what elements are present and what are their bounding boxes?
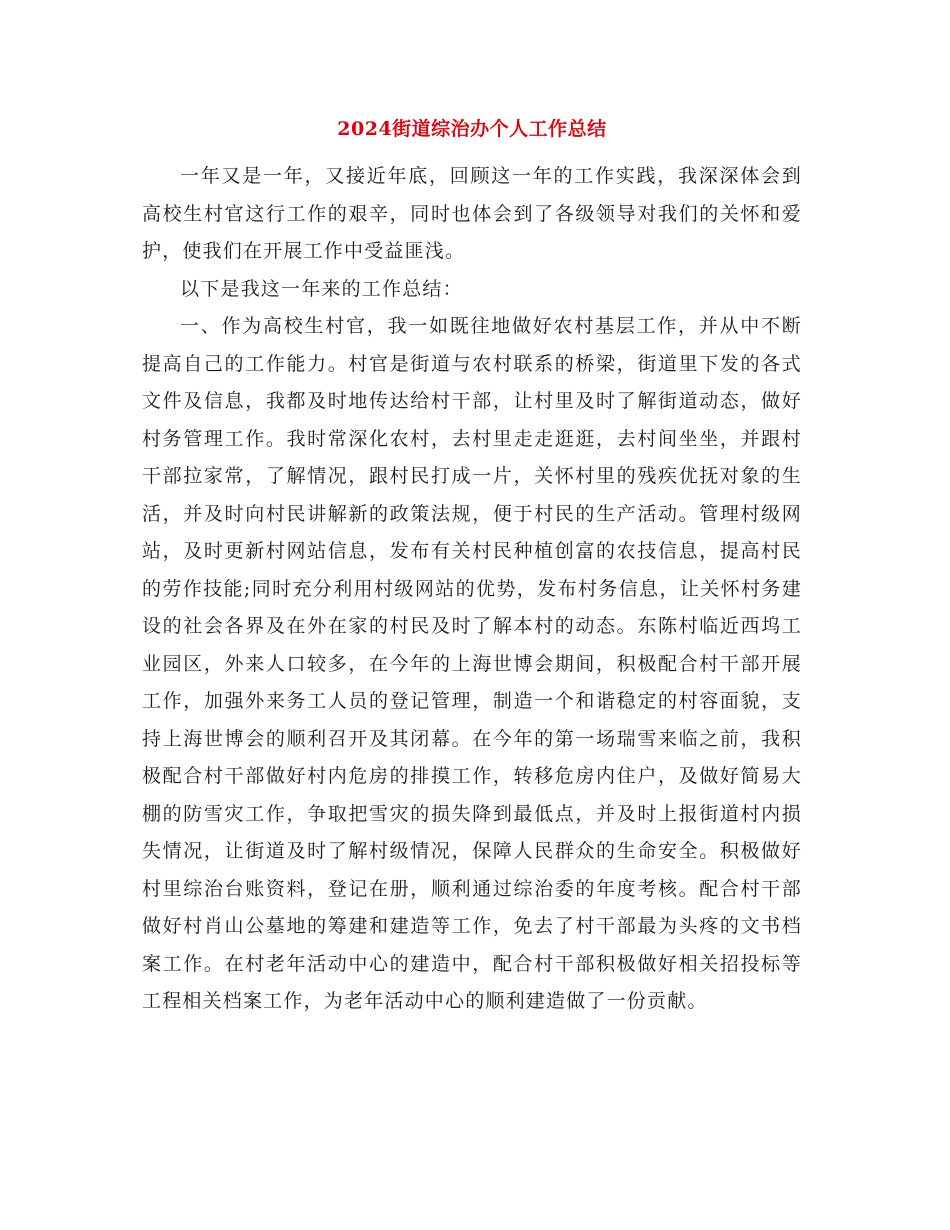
paragraph-intro: 一年又是一年，又接近年底，回顾这一年的工作实践，我深深体会到高校生村官这行工作的艰辛，同时也体会到了各级领导对我们的关怀和爱护，使我们在开展工作中受益匪浅。 xyxy=(142,165,802,262)
document-page xyxy=(142,112,802,1021)
paragraph-summary-lead: 以下是我这一年来的工作总结： xyxy=(180,277,463,300)
paragraph-section-one: 一、作为高校生村官，我一如既往地做好农村基层工作，并从中不断提高自己的工作能力。村官是街道与农村联系的桥梁，街道里下发的各式文件及信息，我都及时地传达给村干部，让村里及时了解街道动态，做好村务管理工作。我时常深化农村，去村里走走逛逛，去村间坐坐，并跟村干部拉家常，了解情况，跟村民打成一片，关怀村里的残疾优抚对象的生活，并及时向村民讲解新的政策法规，便于村民的生产活动。管理村级网站，及时更新村网站信息，发布有关村民种植创富的农技信息，提高村民的劳作技能;同时充分利用村级网站的优势，发布村务信息，让关怀村务建设的社会各界及在外在家的村民及时了解本村的动态。东陈村临近西坞工业园区，外来人口较多，在今年的上海世博会期间，积极配合村干部开展工作，加强外来务工人员的登记管理，制造一个和谐稳定的村容面貌，支持上海世博会的顺利召开及其闭幕。在今年的第一场瑞雪来临之前，我积极配合村干部做好村内危房的排摸工作，转移危房内住户，及做好简易大棚的防雪灾工作，争取把雪灾的损失降到最低点，并及时上报街道村内损失情况，让街道及时了解村级情况，保障人民群众的生命安全。积极做好村里综治台账资料，登记在册，顺利通过综治委的年度考核。配合村干部做好村肖山公墓地的筹建和建造等工作，免去了村干部最为头疼的文书档案工作。在村老年活动中心的建造中，配合村干部积极做好相关招投标等工程相关档案工作，为老年活动中心的顺利建造做了一份贡献。 xyxy=(142,315,802,1012)
document-title: 2024街道综治办个人工作总结 xyxy=(337,118,607,140)
